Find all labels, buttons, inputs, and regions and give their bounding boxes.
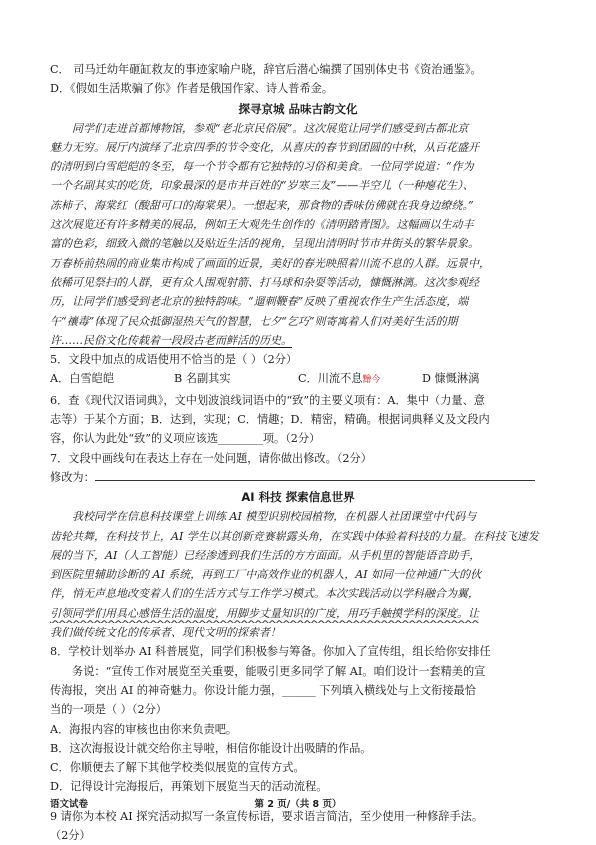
q8-option-a: A．海报内容的审核也由你来负责吧。 bbox=[50, 722, 238, 736]
question-5: 5．文段中加点的成语使用不恰当的是（ ）（2分） bbox=[50, 353, 298, 367]
passage1-line: 的清明到白雪皑皑的冬至，每一个节令都有它独特的习俗和美食。一位同学说道：“作为 bbox=[50, 160, 474, 174]
question-7: 7．文段中画线句在表达上存在一处问题，请你做出修改。（2分） bbox=[50, 451, 372, 465]
passage1-line: 一个名副其实的吃货，印象最深的是市井百姓的“岁寒三友”——半空儿（一种瘪花生）、 bbox=[50, 179, 474, 193]
passage2-line: 齿轮共舞，在科技节上，AI 学生以其创新竞赛崭露头角，在实践中体验着科技的力量。在科技飞速发 bbox=[50, 529, 539, 543]
passage1-line: 富的色彩，细致入微的笔触以及贴近生活的视角，呈现出清明时节市井街头的繁华景象。 bbox=[50, 237, 479, 251]
q5-option-a: A．白雪皑皑 bbox=[50, 372, 115, 386]
passage1-line: 这次展览还有许多精美的展品，例如王大观先生创作的《清明踏青图》。这幅画以生动丰 bbox=[50, 218, 474, 232]
passage2-wavy-line: 引领同学们用具心感悟生活的温度，用脚步丈量知识的广度，用巧手触摸学科的深度。让 bbox=[50, 606, 479, 620]
q5-option-b: B 名副其实 bbox=[174, 372, 231, 386]
question-8: 务说：“宣传工作对展览至关重要，能吸引更多同学了解 AI。咱们设计一套精美的宣 bbox=[72, 664, 486, 678]
q5-option-c: C．川流不息䵳今 bbox=[298, 372, 381, 386]
question-6: 志等）于某个方面；B．达到，实现；C．情趣；D．精密，精确。根据词典释义及文段内 bbox=[50, 413, 490, 427]
passage1-line: 万春桥前热闹的商业集市构成了画面的近景，美好的春光映照着川流不息的人群。远景中， bbox=[50, 256, 490, 270]
q8-option-d: D．记得设计完海报后，再策划下展览当天的活动流程。 bbox=[50, 780, 328, 794]
question-6: 6．查《现代汉语词典》，文中划波浪线词语中的“致”的主要义项有：A．集中（力量、意 bbox=[50, 393, 485, 407]
section-title-ai: AI 科技 探索信息世界 bbox=[241, 490, 355, 505]
passage1-line: 冻柿子、海棠红（酸甜可口的海棠果）。一想起来，那食物的香味仿佛就在我身边缭绕。” bbox=[50, 198, 474, 212]
q8-option-b: B．这次海报设计就交给你主导啦，相信你能设计出吸睛的作品。 bbox=[50, 741, 372, 755]
question-7-answer-line[interactable]: 修改为： bbox=[50, 468, 546, 487]
question-5-options bbox=[50, 369, 546, 390]
passage1-line: 同学们走进首都博物馆，参观“老北京民俗展”。这次展览让同学们感受到古都北京 bbox=[72, 121, 469, 135]
q8-option-c: C．你顺便去了解下其他学校类似展览的宣传方式。 bbox=[50, 761, 305, 775]
question-8: 8．学校计划举办 AI 科普展览，同学们积极参与筹备。你加入了宣传组，组长给你安排任 bbox=[50, 645, 491, 659]
footer-page-number: 第 2 页/（共 8 页） bbox=[254, 799, 342, 810]
passage1-underlined-line: 许……民俗文化传载着一段段古老而鲜活的历史。 bbox=[50, 333, 292, 347]
passage2-line: 到医院里辅助诊断的 AI 系统，再到工厂中高效作业的机器人，AI 如同一位神通广大的伙 bbox=[50, 568, 482, 582]
option-d-line: D．《假如生活欺骗了你》作者是俄国作家、诗人普希金。 bbox=[50, 82, 334, 96]
passage1-line: 依稀可见祭扫的人群，更有众人围观射箭、打马球和杂耍等活动，慷慨淋漓。这次参观经 bbox=[50, 275, 479, 289]
passage1-line: 魅力无穷。展厅内演绎了北京四季的节令变化，从喜庆的春节到团圆的中秋，从百花盛开 bbox=[50, 140, 479, 154]
question-9-score: （2分） bbox=[50, 828, 91, 842]
handwritten-mark: 䵳今 bbox=[362, 375, 381, 386]
option-c-line: C． 司马迁幼年砸缸救友的事迹家喻户晓，辞官后潜心编撰了国别体史书《资治通鉴》。 bbox=[50, 63, 482, 76]
passage2-line: 我们做传统文化的传承者、现代文明的探索者！ bbox=[50, 626, 281, 640]
question-8: 当的一项是（ ）（2分） bbox=[50, 703, 167, 717]
passage1-line: 历，让同学们感受到老北京的独特韵味。“遛刺鞭春”反映了重视农作生产生活态度，端 bbox=[50, 295, 469, 309]
footer-subject: 语文试卷 bbox=[50, 799, 89, 810]
q5-option-d: D 慷慨淋漓 bbox=[422, 372, 480, 386]
passage2-line: 展的当下，AI（人工智能）已经渗透到我们生活的方方面面。从手机里的智能语音助手， bbox=[50, 548, 481, 562]
section-title-culture: 探寻京城 品味古韵文化 bbox=[238, 101, 358, 116]
passage2-line: 伴，悄无声息地改变着人们的生活方式与工作学习模式。本次实践活动以学科融合为翼， bbox=[50, 587, 479, 601]
passage1-line: 午“禳毒”体现了民众抵御湿热天气的智慧，七夕“乞巧”则寄寓着人们对美好生活的期 bbox=[50, 314, 458, 328]
question-9: 9 请你为本校 AI 探究活动拟写一条宣传标语，要求语言简洁，至少使用一种修辞手法。 bbox=[50, 809, 484, 823]
passage2-line: 我校同学在信息科技课堂上训练 AI 模型识别校园植物，在机器人社团课堂中代码与 bbox=[72, 510, 477, 524]
question-8: 传海报，突出 AI 的神奇魅力。你设计能力强，______ 下列填入横线处与上文衔接最恰 bbox=[50, 683, 476, 697]
question-6: 容，你认为此处“致”的义项应该选________项。（2分） bbox=[50, 432, 321, 446]
